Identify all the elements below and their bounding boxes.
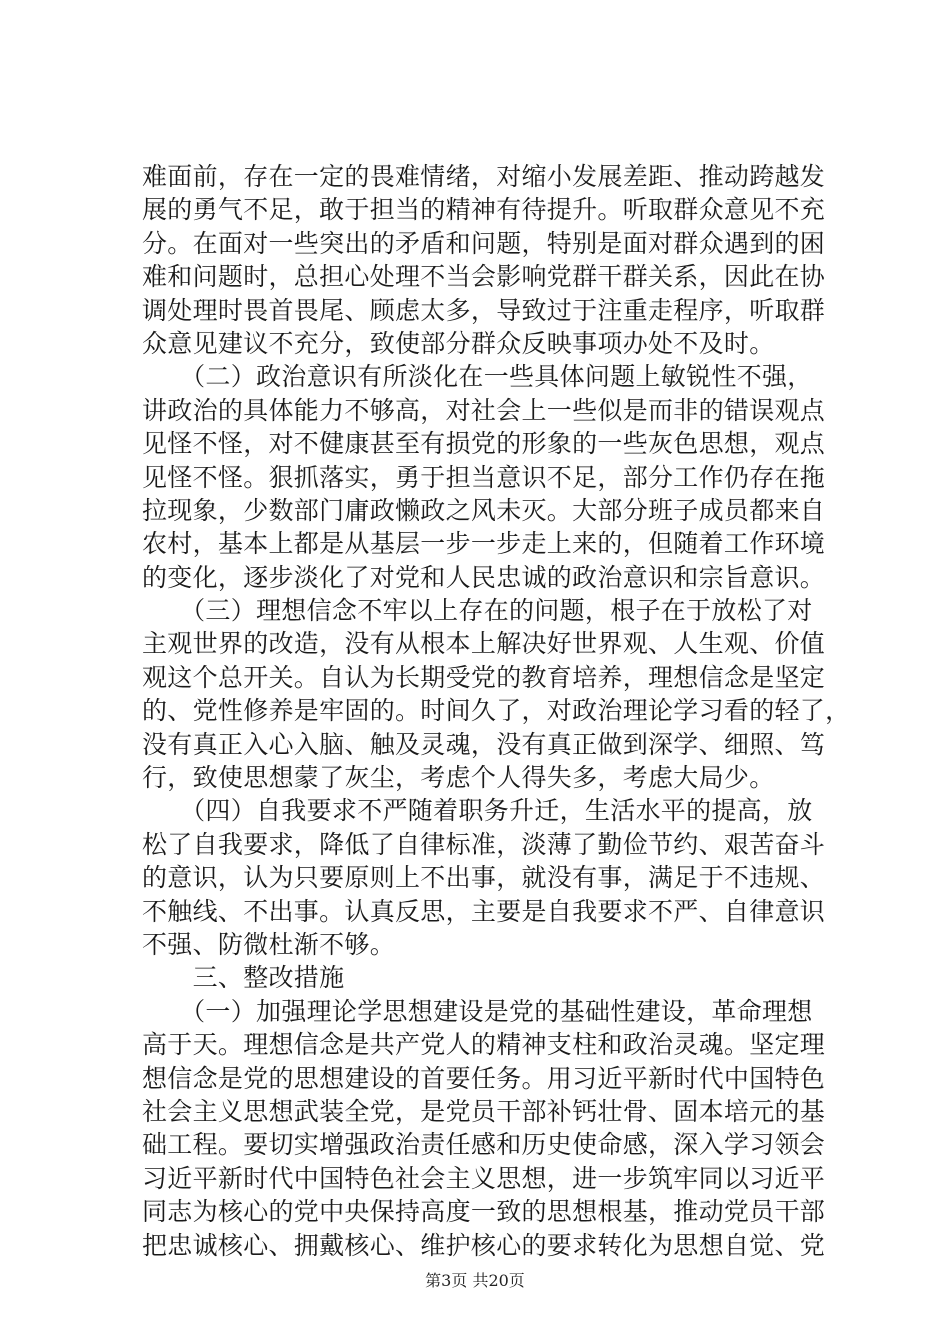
text-line: 不强、防微杜渐不够。 bbox=[142, 929, 396, 959]
text-line: （四）自我要求不严随着职务升迁，生活水平的提高，放 bbox=[142, 796, 813, 826]
text-line: 础工程。要切实增强政治责任感和历史使命感，深入学习领会 bbox=[142, 1130, 826, 1160]
text-line: 调处理时畏首畏尾、顾虑太多，导致过于注重走程序，听取群 bbox=[142, 295, 826, 325]
text-line: 高于天。理想信念是共产党人的精神支柱和政治灵魂。坚定理 bbox=[142, 1030, 826, 1060]
text-line: 分。在面对一些突出的矛盾和问题，特别是面对群众遇到的困 bbox=[142, 228, 826, 258]
text-line: 社会主义思想武装全党，是党员干部补钙壮骨、固本培元的基 bbox=[142, 1096, 826, 1126]
text-line: （三）理想信念不牢以上存在的问题，根子在于放松了对 bbox=[142, 596, 813, 626]
text-line: 没有真正入心入脑、触及灵魂，没有真正做到深学、细照、笃 bbox=[142, 729, 826, 759]
text-line: 讲政治的具体能力不够高，对社会上一些似是而非的错误观点 bbox=[142, 395, 826, 425]
text-line: 见怪不怪。狠抓落实，勇于担当意识不足，部分工作仍存在拖 bbox=[142, 462, 826, 492]
text-line: 展的勇气不足，敢于担当的精神有待提升。听取群众意见不充 bbox=[142, 195, 826, 225]
text-line: 同志为核心的党中央保持高度一致的思想根基，推动党员干部 bbox=[142, 1197, 826, 1227]
text-line: 拉现象，少数部门庸政懒政之风未灭。大部分班子成员都来自 bbox=[142, 495, 826, 525]
text-line: 不触线、不出事。认真反思，主要是自我要求不严、自律意识 bbox=[142, 896, 826, 926]
text-line: 见怪不怪，对不健康甚至有损党的形象的一些灰色思想，观点 bbox=[142, 429, 826, 459]
text-line: （二）政治意识有所淡化在一些具体问题上敏锐性不强， bbox=[142, 362, 813, 392]
text-line: 的意识，认为只要原则上不出事，就没有事，满足于不违规、 bbox=[142, 863, 826, 893]
text-line: 把忠诚核心、拥戴核心、维护核心的要求转化为思想自觉、党 bbox=[142, 1230, 826, 1260]
text-line: 观这个总开关。自认为长期受党的教育培养，理想信念是坚定 bbox=[142, 662, 826, 692]
text-line: 行，致使思想蒙了灰尘，考虑个人得失多，考虑大局少。 bbox=[142, 763, 775, 793]
page-number-footer: 第3页 共20页 bbox=[425, 1271, 525, 1290]
text-line: 主观世界的改造，没有从根本上解决好世界观、人生观、价值 bbox=[142, 629, 826, 659]
text-line: 松了自我要求，降低了自律标准，淡薄了勤俭节约、艰苦奋斗 bbox=[142, 829, 826, 859]
body-text bbox=[142, 160, 851, 1262]
section-heading: 三、整改措施 bbox=[142, 963, 345, 993]
text-line: 的变化，逐步淡化了对党和人民忠诚的政治意识和宗旨意识。 bbox=[142, 562, 826, 592]
text-line: 难面前，存在一定的畏难情绪，对缩小发展差距、推动跨越发 bbox=[142, 162, 826, 191]
text-line: 难和问题时，总担心处理不当会影响党群干群关系，因此在协 bbox=[142, 262, 826, 292]
text-line: （一）加强理论学思想建设是党的基础性建设，革命理想 bbox=[142, 996, 813, 1026]
text-line: 习近平新时代中国特色社会主义思想，进一步筑牢同以习近平 bbox=[142, 1163, 826, 1193]
text-line: 的、党性修养是牢固的。时间久了，对政治理论学习看的轻了， bbox=[142, 696, 851, 726]
text-line: 众意见建议不充分，致使部分群众反映事项办处不及时。 bbox=[142, 328, 775, 358]
text-line: 农村，基本上都是从基层一步一步走上来的，但随着工作环境 bbox=[142, 529, 826, 559]
text-line: 想信念是党的思想建设的首要任务。用习近平新时代中国特色 bbox=[142, 1063, 826, 1093]
